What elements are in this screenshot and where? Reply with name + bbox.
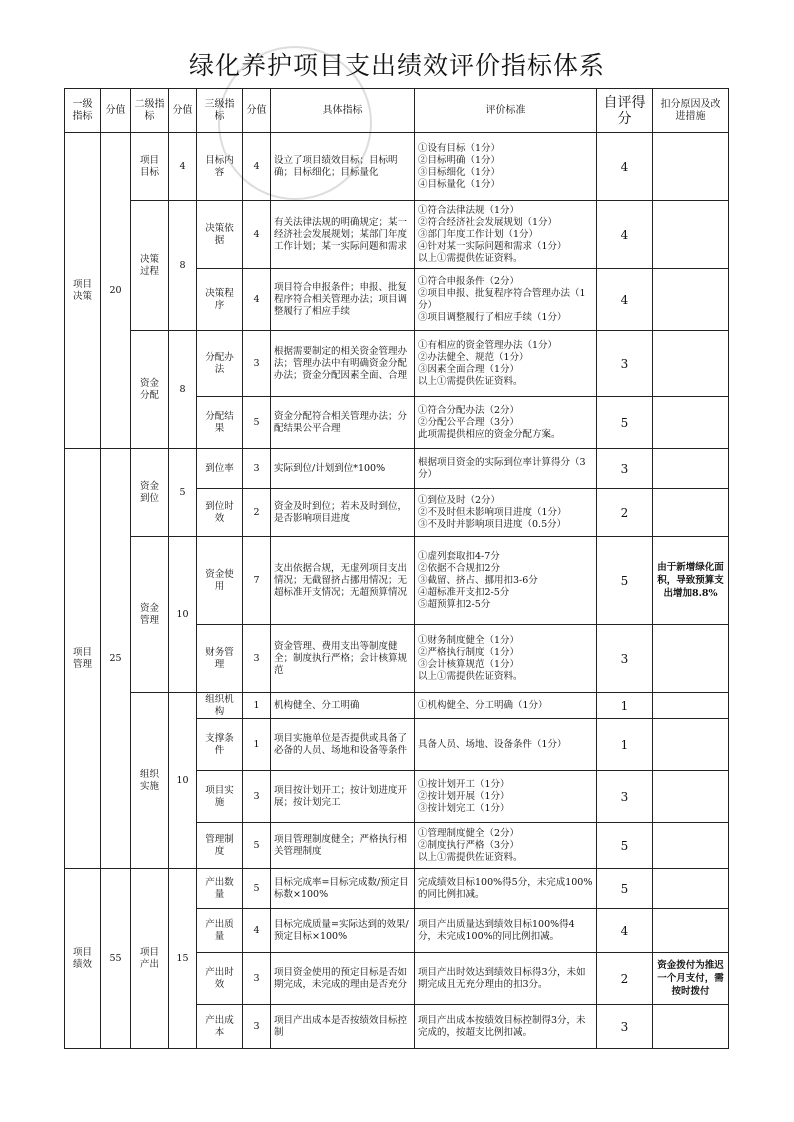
self-score-cell: 5 [597,869,653,909]
specific-cell: 资金管理、费用支出等制度健全；制度执行严格；会计核算规范 [271,625,415,693]
specific-cell: 项目产出成本是否按绩效目标控制 [271,1005,415,1049]
criteria-cell: ①到位及时（2分） ②不及时但未影响项目进度（1分） ③不及时并影响项目进度（0.5分） [415,489,597,537]
specific-cell: 项目符合申报条件；申报、批复程序符合相关管理办法；项目调整履行了相应手续 [271,269,415,331]
score1-cell: 20 [101,133,131,449]
level1-cell: 项目管理 [65,449,101,869]
specific-cell: 项目实施单位是否提供或具备了必备的人员、场地和设备等条件 [271,719,415,771]
level3-cell: 分配办法 [197,331,243,397]
header-self-score: 自评得分 [597,89,653,133]
criteria-cell: ①符合法律法规（1分） ②符合经济社会发展规划（1分） ③部门年度工作计划（1分） ④针对某一实际问题和需求（1分） 以上①需提供佐证资料。 [415,201,597,269]
table-row [65,133,729,201]
level3-cell: 管理制度 [197,823,243,869]
level1-cell: 项目决策 [65,133,101,449]
indicator-table [64,88,729,1049]
level2-cell: 项目产出 [131,869,169,1049]
table-row [65,331,729,397]
score3-cell: 4 [243,909,271,953]
score3-cell: 5 [243,397,271,449]
criteria-cell: 完成绩效目标100%得5分，未完成100%的同比例扣减。 [415,869,597,909]
criteria-cell: ①有相应的资金管理办法（1分） ②办法健全、规范（1分） ③因素全面合理（1分） 以上①需提供佐证资料。 [415,331,597,397]
header-score1: 分值 [101,89,131,133]
page-title: 绿化养护项目支出绩效评价指标体系 [188,51,605,80]
self-score-cell: 4 [597,133,653,201]
reason-cell [653,693,729,719]
self-score-cell: 1 [597,719,653,771]
self-score-cell: 3 [597,1005,653,1049]
score1-cell: 55 [101,869,131,1049]
level3-cell: 组织机构 [197,693,243,719]
level3-cell: 决策依据 [197,201,243,269]
criteria-cell: 根据项目资金的实际到位率计算得分（3分） [415,449,597,489]
level3-cell: 决策程序 [197,269,243,331]
specific-cell: 项目管理制度健全；严格执行相关管理制度 [271,823,415,869]
self-score-cell: 3 [597,771,653,823]
level3-cell: 产出质量 [197,909,243,953]
header-reason: 扣分原因及改进措施 [653,89,729,133]
score3-cell: 3 [243,449,271,489]
level3-cell: 支撑条件 [197,719,243,771]
score3-cell: 1 [243,693,271,719]
criteria-cell: ①管理制度健全（2分） ②制度执行严格（3分） 以上①需提供佐证资料。 [415,823,597,869]
self-score-cell: 4 [597,201,653,269]
self-score-cell: 5 [597,397,653,449]
level3-cell: 产出成本 [197,1005,243,1049]
score3-cell: 2 [243,489,271,537]
level1-cell: 项目绩效 [65,869,101,1049]
criteria-cell: ①财务制度健全（1分） ②严格执行制度（1分） ③会计核算规范（1分） 以上①需提供佐证资料。 [415,625,597,693]
table-row [65,537,729,625]
score3-cell: 4 [243,269,271,331]
specific-cell: 根据需要制定的相关资金管理办法；管理办法中有明确资金分配办法；资金分配因素全面、合理 [271,331,415,397]
criteria-cell: ①按计划开工（1分） ②按计划开展（1分） ③按计划完工（1分） [415,771,597,823]
header-level2: 二级指标 [131,89,169,133]
specific-cell: 资金分配符合相关管理办法；分配结果公平合理 [271,397,415,449]
self-score-cell: 4 [597,269,653,331]
score3-cell: 3 [243,953,271,1005]
reason-cell [653,201,729,269]
level3-cell: 资金使用 [197,537,243,625]
reason-cell [653,449,729,489]
specific-cell: 目标完成质量=实际达到的效果/预定目标×100% [271,909,415,953]
reason-cell: 资金拨付为推迟一个月支付，需按时拨付 [653,953,729,1005]
specific-cell: 机构健全、分工明确 [271,693,415,719]
level2-cell: 组织实施 [131,693,169,869]
level3-cell: 目标内容 [197,133,243,201]
level3-cell: 到位时效 [197,489,243,537]
self-score-cell: 1 [597,693,653,719]
score3-cell: 3 [243,771,271,823]
header-criteria: 评价标准 [415,89,597,133]
level3-cell: 分配结果 [197,397,243,449]
self-score-cell: 3 [597,625,653,693]
level3-cell: 财务管理 [197,625,243,693]
score2-cell: 8 [169,201,197,331]
criteria-cell: ①虚列套取扣4-7分 ②依据不合规扣2分 ③截留、挤占、挪用扣3-6分 ④超标准开支扣2-5分 ⑤超预算扣2-5分 [415,537,597,625]
reason-cell [653,823,729,869]
specific-cell: 设立了项目绩效目标；目标明确；目标细化；目标量化 [271,133,415,201]
score3-cell: 5 [243,823,271,869]
score3-cell: 3 [243,331,271,397]
criteria-cell: 项目产出时效达到绩效目标得3分，未如期完成且无充分理由的扣3分。 [415,953,597,1005]
level3-cell: 产出时效 [197,953,243,1005]
self-score-cell: 2 [597,953,653,1005]
reason-cell [653,625,729,693]
reason-cell [653,1005,729,1049]
score2-cell: 4 [169,133,197,201]
criteria-cell: 项目产出成本按绩效目标控制得3分，未完成的，按超支比例扣减。 [415,1005,597,1049]
header-level3: 三级指标 [197,89,243,133]
reason-cell [653,269,729,331]
score3-cell: 3 [243,625,271,693]
reason-cell [653,489,729,537]
specific-cell: 项目资金使用的预定目标是否如期完成，未完成的理由是否充分 [271,953,415,1005]
score3-cell: 5 [243,869,271,909]
criteria-cell: ①机构健全、分工明确（1分） [415,693,597,719]
specific-cell: 实际到位/计划到位*100% [271,449,415,489]
reason-cell [653,331,729,397]
level2-cell: 决策过程 [131,201,169,331]
specific-cell: 支出依据合规，无虚列项目支出情况；无截留挤占挪用情况；无超标准开支情况；无超预算情况 [271,537,415,625]
header-score2: 分值 [169,89,197,133]
score2-cell: 10 [169,693,197,869]
criteria-cell: ①符合申报条件（2分） ②项目申报、批复程序符合管理办法（1分） ③项目调整履行了相应手续（1分） [415,269,597,331]
table-row [65,201,729,269]
table-row [65,693,729,719]
table-row [65,869,729,909]
score3-cell: 1 [243,719,271,771]
self-score-cell: 3 [597,331,653,397]
score1-cell: 25 [101,449,131,869]
self-score-cell: 5 [597,537,653,625]
score2-cell: 15 [169,869,197,1049]
self-score-cell: 2 [597,489,653,537]
table-row [65,449,729,489]
score2-cell: 8 [169,331,197,449]
header-row [65,89,729,133]
specific-cell: 有关法律法规的明确规定；某一经济社会发展规划；某部门年度工作计划；某一实际问题和需求 [271,201,415,269]
self-score-cell: 5 [597,823,653,869]
self-score-cell: 3 [597,449,653,489]
score2-cell: 5 [169,449,197,537]
score2-cell: 10 [169,537,197,693]
score3-cell: 4 [243,201,271,269]
level3-cell: 到位率 [197,449,243,489]
criteria-cell: 项目产出质量达到绩效目标100%得4分，未完成100%的同比例扣减。 [415,909,597,953]
specific-cell: 项目按计划开工；按计划进度开展；按计划完工 [271,771,415,823]
level2-cell: 资金管理 [131,537,169,693]
reason-cell [653,771,729,823]
reason-cell [653,719,729,771]
reason-cell [653,909,729,953]
criteria-cell: ①符合分配办法（2分） ②分配公平合理（3分） 此项需提供相应的资金分配方案。 [415,397,597,449]
score3-cell: 3 [243,1005,271,1049]
specific-cell: 目标完成率=目标完成数/预定目标数×100% [271,869,415,909]
score3-cell: 7 [243,537,271,625]
header-specific: 具体指标 [271,89,415,133]
reason-cell: 由于新增绿化面积，导致预算支出增加8.8% [653,537,729,625]
header-level1: 一级指标 [65,89,101,133]
score3-cell: 4 [243,133,271,201]
reason-cell [653,869,729,909]
specific-cell: 资金及时到位；若未及时到位，是否影响项目进度 [271,489,415,537]
reason-cell [653,397,729,449]
header-score3: 分值 [243,89,271,133]
level2-cell: 资金到位 [131,449,169,537]
level3-cell: 项目实施 [197,771,243,823]
level2-cell: 项目目标 [131,133,169,201]
criteria-cell: 具备人员、场地、设备条件（1分） [415,719,597,771]
self-score-cell: 4 [597,909,653,953]
level3-cell: 产出数量 [197,869,243,909]
level2-cell: 资金分配 [131,331,169,449]
criteria-cell: ①设有目标（1分） ②目标明确（1分） ③目标细化（1分） ④目标量化（1分） [415,133,597,201]
reason-cell [653,133,729,201]
